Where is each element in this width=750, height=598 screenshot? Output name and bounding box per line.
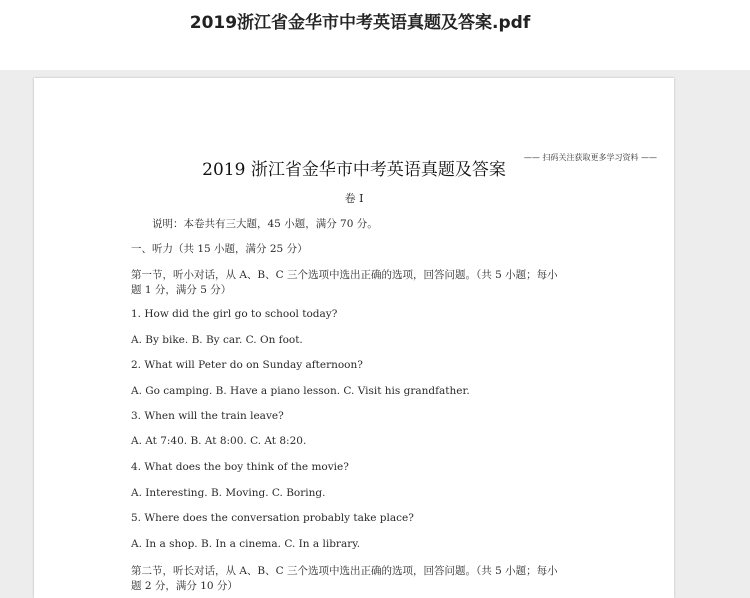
instructions-line: 说明：本卷共有三大题，45 小题，满分 70 分。 xyxy=(152,218,378,230)
question-line: 1. How did the girl go to school today? xyxy=(131,308,338,320)
document-title: 2019 浙江省金华市中考英语真题及答案 xyxy=(202,160,506,180)
answer-options-line: A. In a shop. B. In a cinema. C. In a library. xyxy=(131,538,361,550)
question-line: 2. What will Peter do on Sunday afternoon? xyxy=(131,359,363,371)
answer-options-line: A. At 7:40. B. At 8:00. C. At 8:20. xyxy=(131,435,307,447)
document-page xyxy=(34,78,674,598)
document-subtitle: 卷 I xyxy=(344,192,364,205)
part-instruction-line: 题 1 分，满分 5 分） xyxy=(131,284,232,296)
file-title: 2019浙江省金华市中考英语真题及答案.pdf xyxy=(189,13,531,33)
part-instruction-line: 第一节，听小对话，从 A、B、C 三个选项中选出正确的选项，回答问题。（共 5 小题；每小 xyxy=(131,269,558,281)
question-line: 5. Where does the conversation probably take place? xyxy=(131,512,414,524)
question-line: 4. What does the boy think of the movie? xyxy=(131,461,349,473)
section-heading: 一、听力（共 15 小题，满分 25 分） xyxy=(131,243,308,255)
answer-options-line: A. By bike. B. By car. C. On foot. xyxy=(131,334,303,346)
answer-options-line: A. Go camping. B. Have a piano lesson. C. Visit his grandfather. xyxy=(131,385,470,397)
part-instruction-line: 题 2 分，满分 10 分） xyxy=(131,580,238,592)
watermark-text: —— 扫码关注获取更多学习资料 —— xyxy=(523,153,657,162)
file-header xyxy=(0,0,750,70)
question-line: 3. When will the train leave? xyxy=(131,410,284,422)
answer-options-line: A. Interesting. B. Moving. C. Boring. xyxy=(131,487,326,499)
part-instruction-line: 第二节，听长对话，从 A、B、C 三个选项中选出正确的选项，回答问题。（共 5 小题；每小 xyxy=(131,565,558,577)
